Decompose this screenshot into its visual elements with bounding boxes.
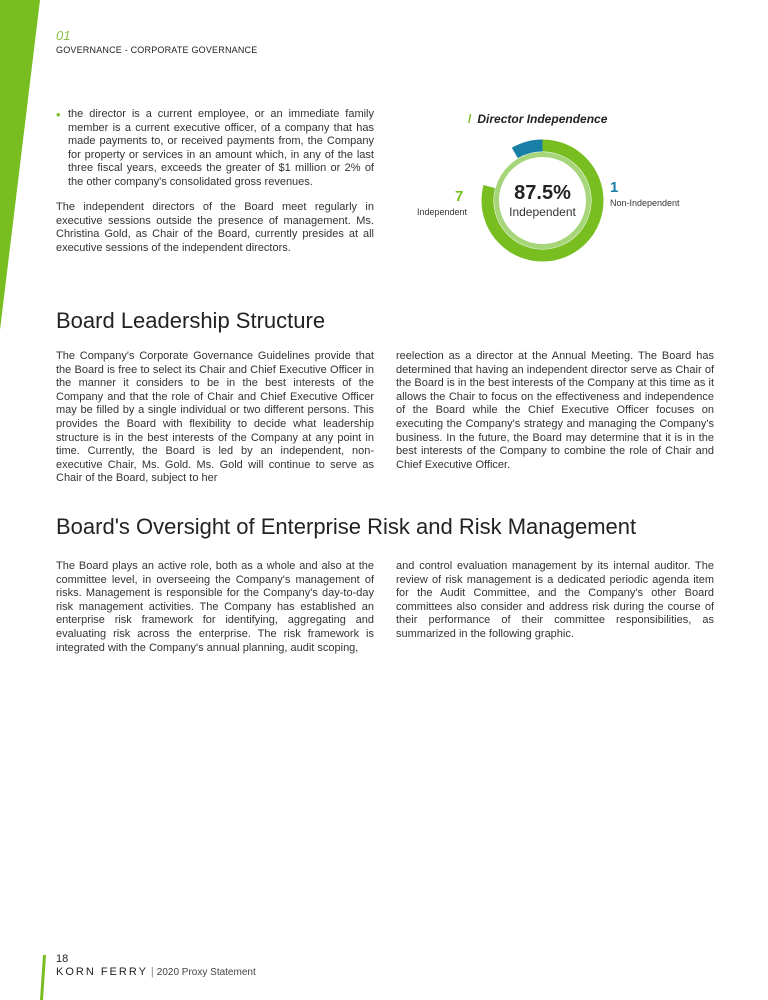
title-bar-icon: /	[468, 112, 472, 126]
accent-green-strip	[0, 0, 40, 330]
independent-count: 7	[455, 188, 464, 205]
risk-left-column: The Board plays an active role, both as a whole and also at the committee level, in overseeing the Company's management of risks. Management is responsible for the Company's day-to-day risk management activities. The Company has established an enterprise risk framework for identifying, aggregating and evaluating risk across the enterprise. The risk framework is integrated with the Company's annual planning, audit scoping,	[56, 560, 374, 654]
page-number: 18	[56, 953, 69, 965]
intro-column	[56, 108, 374, 255]
chart-title-text: Director Independence	[477, 112, 608, 126]
risk-right-column: and control evaluation management by its internal auditor. The review of risk management is a dedicated periodic agenda item for the Audit Committee, and the Company's other Board committees also consider and address risk during the course of their performance of their committee responsibilities, as summarized in the following graphic.	[396, 560, 714, 640]
board-leadership-heading: Board Leadership Structure	[56, 308, 326, 333]
executive-sessions-paragraph: The independent directors of the Board meet regularly in executive sessions outside the presence of management. Ms. Christina Gold, as Chair of the Board, currently presides at all executive sessions of the independent directors.	[56, 201, 374, 254]
footer-separator: |	[150, 966, 154, 978]
chapter-title: GOVERNANCE - CORPORATE GOVERNANCE	[56, 45, 258, 55]
leadership-right-column: reelection as a director at the Annual Meeting. The Board has determined that having an independent director serve as Chair of the Board is in the best interests of the Company at this time as it allows the Chair to focus on the effectiveness and independence of the Board while the Chief Executive Officer focuses on executing the Company's strategy and managing the Company's business. In the future, the Board may determine that it is in the best interests of the Company to combine the role of Chair and Chief Executive Officer.	[396, 350, 714, 471]
footer-brand	[56, 966, 256, 978]
non-independent-count: 1	[610, 179, 619, 196]
chapter-number: 01	[56, 28, 71, 43]
donut-center-label: Independent	[509, 205, 576, 219]
director-independence-chart	[400, 108, 730, 268]
non-independent-label: Non-Independent	[610, 198, 680, 208]
independence-criteria-bullet: • the director is a current employee, or an immediate family member is a current executive officer, of a company that has made payments to, or received payments from, the Company for property or services in an amount which, in any of the last three fiscal years, exceeds the greater of $1 million or 2% of the other company's consolidated gross revenues.	[56, 108, 374, 189]
document-title: 2020 Proxy Statement	[156, 967, 256, 978]
brand-logo-text: KORN FERRY	[56, 966, 148, 978]
risk-oversight-heading: Board's Oversight of Enterprise Risk and Risk Management	[56, 514, 637, 539]
donut-center-value: 87.5%	[514, 182, 571, 204]
chart-title	[468, 112, 607, 126]
independent-label: Independent	[417, 207, 468, 217]
footer-accent-strip	[40, 955, 46, 1000]
leadership-left-column: The Company's Corporate Governance Guidelines provide that the Board is free to select its Chair and Chief Executive Officer in the manner it considers to be in the best interests of the Company and that the role of Chair and Chief Executive Officer may be filled by a single individual or two different persons. This provides the Board with flexibility to decide what leadership structure is in the best interests of the Company at any point in time. Currently, the Board is led by an independent, non-executive Chair, Ms. Gold. Ms. Gold will continue to serve as Chair of the Board, subject to her	[56, 350, 374, 485]
